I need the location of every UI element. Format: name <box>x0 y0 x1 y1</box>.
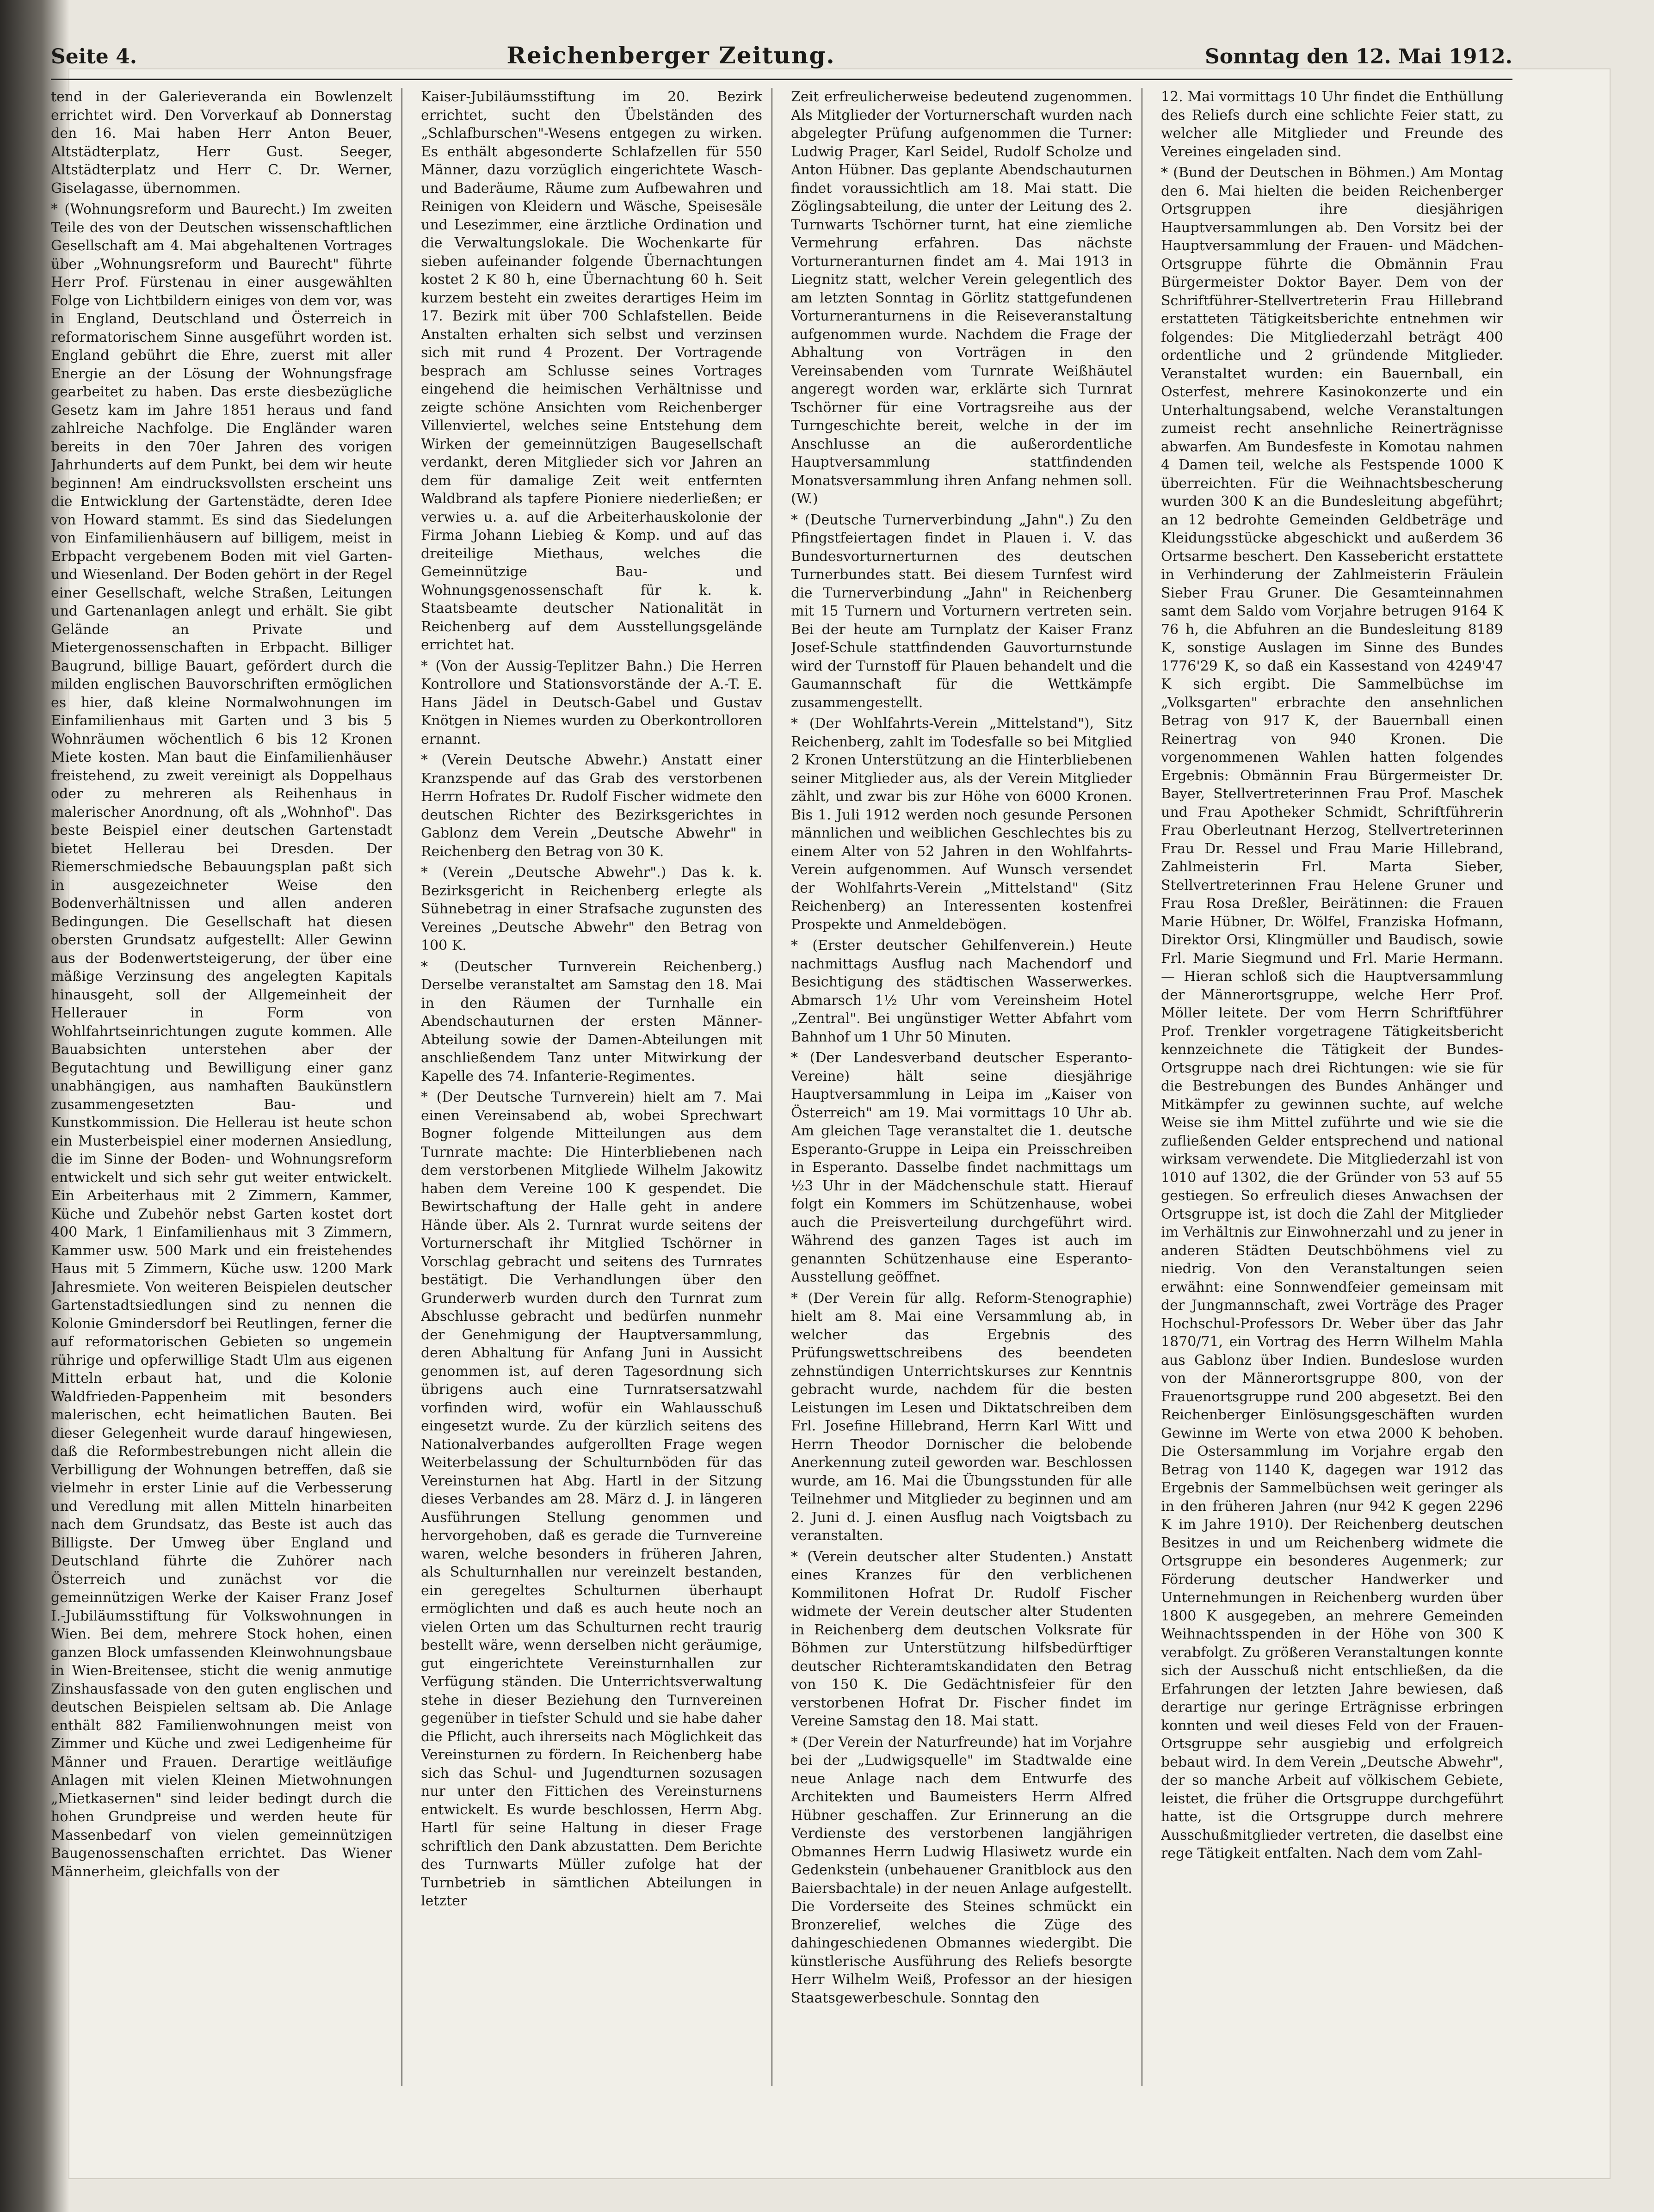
column-3 <box>791 88 1142 2086</box>
article-paragraph: * (Der Landesverband deutscher Esperanto-Vereine) hält seine diesjährige Hauptversammlung in Leipa im „Kaiser von Österreich" am 19. Mai vormittags 10 Uhr ab. Am gleichen Tage veranstaltet die 1. deutsche Esperanto-Gruppe in Leipa ein Preisschreiben in Esperanto. Dasselbe findet nachmittags um ½3 Uhr in der Mädchenschule statt. Hierauf folgt ein Kommers im Schützenhause, wobei auch die Preisverteilung durchgeführt wird. Während des ganzen Tages ist auch im genannten Schützenhause eine Esperanto-Ausstellung geöffnet. <box>791 1050 1132 1285</box>
article-paragraph: * (Der Wohlfahrts-Verein „Mittelstand"), Sitz Reichenberg, zahlt im Todesfalle so bei Mitglied 2 Kronen Unterstützung an die Hinterbliebenen seiner Mitglieder aus, als der Verein Mitglieder zählt, und zwar bis zur Höhe von 6000 Kronen. Bis 1. Juli 1912 werden noch gesunde Personen männlichen und weiblichen Geschlechtes bis zu einem Alter von 52 Jahren in den Wohlfahrts-Verein aufgenommen. Auf Wunsch versendet der Wohlfahrts-Verein „Mittelstand" (Sitz Reichenberg) an Interessenten kostenfrei Prospekte und Anmeldebögen. <box>791 715 1132 933</box>
newspaper-title: Reichenberger Zeitung. <box>506 42 835 69</box>
article-paragraph: Zeit erfreulicherweise bedeutend zugenommen. Als Mitglieder der Vorturnerschaft wurden nach abgelegter Prüfung aufgenommen die Turner: Ludwig Prager, Karl Seidel, Rudolf Scholze und Anton Hübner. Das geplante Abendschauturnen findet voraussichtlich am 18. Mai statt. Die Zöglingsabteilung, die unter der Leitung des 2. Turnwarts Tschörner turnt, hat eine ziemliche Vermehrung erfahren. Das nächste Vorturneranturnen findet am 4. Mai 1913 in Liegnitz statt, welcher Verein gelegentlich des am letzten Sonntag in Görlitz stattgefundenen Vorturneranturnens in die Reiseveranstaltung aufgenommen wurde. Nachdem die Frage der Abhaltung von Vorträgen in den Vereinsabenden vom Turnrate Weißhäutel angeregt worden war, erklärte sich Turnrat Tschörner für eine Vortragsreihe aus der Turngeschichte bereit, welche in der im Anschlusse an die außerordentliche Hauptversammlung stattfindenden Monatsversammlung ihren Anfang nehmen soll. (W.) <box>791 89 1132 507</box>
column-2 <box>421 88 772 2086</box>
article-paragraph: * (Verein deutscher alter Studenten.) Anstatt eines Kranzes für den verblichenen Kommilitonen Hofrat Dr. Rudolf Fischer widmete der Verein deutscher alter Studenten in Reichenberg dem deutschen Volksrate für Böhmen zur Unterstützung hilfsbedürftiger deutscher Richteramtskandidaten den Betrag von 150 K. Die Gedächtnisfeier für den verstorbenen Hofrat Dr. Fischer findet im Vereine Samstag den 18. Mai statt. <box>791 1548 1132 1729</box>
article-paragraph: * (Bund der Deutschen in Böhmen.) Am Montag den 6. Mai hielten die beiden Reichenberger Ortsgruppen ihre diesjährigen Hauptversammlungen ab. Den Vorsitz bei der Hauptversammlung der Frauen- und Mädchen-Ortsgruppe führte die Obmännin Frau Bürgermeister Doktor Bayer. Dem von der Schriftführer-Stellvertreterin Frau Hillebrand erstatteten Tätigkeitsberichte entnehmen wir folgendes: Die Mitgliederzahl beträgt 400 ordentliche und 2 gründende Mitglieder. Veranstaltet wurden: ein Bauernball, ein Osterfest, mehrere Kasinokonzerte und ein Unterhaltungsabend, welche Veranstaltungen zumeist recht ansehnliche Reinerträgnisse abwarfen. Am Bundesfeste in Komotau nahmen 4 Damen teil, welche als Festspende 1000 K überreichten. Für die Weihnachtsbescherung wurden 300 K an die Bundesleitung abgeführt; an 12 bedrohte Gemeinden Geldbeträge und Kleidungsstücke abgeschickt und außerdem 36 Ortsarme beschert. Den Kassebericht erstattete in Verhinderung der Zahlmeisterin Fräulein Sieber Frau Gruner. Die Gesamteinnahmen samt dem Saldo vom Vorjahre betrugen 9164 K 76 h, die Abfuhren an die Bundesleitung 8189 K, sonstige Auslagen im Sinne des Bundes 1776'29 K, so daß ein Kassestand von 4249'47 K sich ergibt. Die Sammelbüchse im „Volksgarten" erbrachte den ansehnlichen Betrag von 917 K, der Bauernball einen Reinertrag von 940 Kronen. Die vorgenommenen Wahlen hatten folgendes Ergebnis: Obmännin Frau Bürgermeister Dr. Bayer, Stellvertreterinnen Frau Prof. Maschek und Frau Apotheker Schmidt, Schriftführerin Frau Oberleutnant Herzog, Stellvertreterinnen Frau Dr. Ressel und Frau Marie Hillebrand, Zahlmeisterin Frl. Marta Sieber, Stellvertreterinnen Frau Helene Gruner und Frau Rosa Dreßler, Beirätinnen: die Frauen Marie Hübner, Dr. Wölfel, Franziska Hofmann, Direktor Orsi, Klingmüller und Baudisch, sowie Frl. Marie Siegmund und Frl. Marie Hermann. — Hieran schloß sich die Hauptversammlung der Männerortsgruppe, welche Herr Prof. Möller leitete. Der vom Herrn Schriftführer Prof. Trenkler vorgetragene Tätigkeitsbericht kennzeichnete die Tätigkeit der Bundes-Ortsgruppe nach drei Richtungen: wie sie für die Bestrebungen des Bundes Anhänger und Mitkämpfer zu gewinnen suchte, auf welche Weise sie ihm Mittel zuführte und wie sie die zufließenden Gelder entsprechend und national wirksam verwendete. Die Mitgliederzahl ist von 1010 auf 1302, die der Gründer von 53 auf 55 gestiegen. So erfreulich dieses Anwachsen der Ortsgruppe ist, ist doch die Zahl der Mitglieder im Verhältnis zur Einwohnerzahl und zu jener in anderen Städten Deutschböhmens viel zu niedrig. Von den Veranstaltungen seien erwähnt: eine Sonnwendfeier gemeinsam mit der Jungmannschaft, zwei Vorträge des Prager Hochschul-Professors Dr. Weber über das Jahr 1870/71, ein Vortrag des Herrn Wilhelm Mahla aus Gablonz über Indien. Bundeslose wurden von der Männerortsgruppe 800, von der Frauenortsgruppe rund 200 abgesetzt. Bei den Reichenberger Einlösungsgeschäften wurden Gewinne im Werte von etwa 2000 K behoben. Die Ostersammlung im Vorjahre ergab den Betrag von 1140 K, dagegen war 1912 das Ergebnis der Sammelbüchsen weit geringer als in den früheren Jahren (nur 942 K gegen 2296 K im Jahre 1910). Der Reichenberg deutschen Besitzes in und um Reichenberg widmete die Ortsgruppe ein besonderes Augenmerk; zur Förderung deutscher Handwerker und Unternehmungen in Reichenberg wurden über 1800 K ausgegeben, an mehrere Gemeinden Weihnachtsspenden in der Höhe von 300 K verabfolgt. Zu größeren Veranstaltungen konnte sich der Ausschuß nicht entschließen, da die Erfahrungen der letzten Jahre bewiesen, daß derartige nur geringe Erträgnisse erbringen konnten und weil dieses Feld von der Frauen-Ortsgruppe sehr ausgiebig und erfolgreich bebaut wird. In dem Verein „Deutsche Abwehr", der so manche Arbeit auf völkischem Gebiete, leistet, die früher die Ortsgruppe durchgeführt hatte, ist die Ortsgruppe durch mehrere Ausschußmitglieder vertreten, die daselbst eine rege Tätigkeit entfalten. Nach dem vom Zahl- <box>1161 165 1503 1861</box>
column-1 <box>51 88 402 2086</box>
article-paragraph: * (Erster deutscher Gehilfenverein.) Heute nachmittags Ausflug nach Machendorf und Besichtigung des städtischen Wasserwerkes. Abmarsch 1½ Uhr vom Vereinsheim Hotel „Zentral". Bei ungünstiger Wetter Abfahrt vom Bahnhof um 1 Uhr 50 Minuten. <box>791 937 1132 1045</box>
page-number: Seite 4. <box>51 45 137 68</box>
article-paragraph: * (Verein Deutsche Abwehr.) Anstatt einer Kranzspende auf das Grab des verstorbenen Herrn Hofrates Dr. Rudolf Fischer widmete den deutschen Richter des Bezirksgerichtes in Gablonz dem Verein „Deutsche Abwehr" in Reichenberg den Betrag von 30 K. <box>421 752 762 860</box>
article-paragraph: tend in der Galerieveranda ein Bowlenzelt errichtet wird. Den Vorverkauf ab Donnerstag den 16. Mai haben Herr Anton Beuer, Altstädterplatz, Herr Gust. Seeger, Altstädterplatz und Herr C. Dr. Werner, Giselagasse, übernommen. <box>51 89 392 197</box>
article-paragraph: * (Der Verein für allg. Reform-Stenographie) hielt am 8. Mai eine Versammlung ab, in welcher das Ergebnis des Prüfungswettschreibens des beendeten zehnstündigen Unterrichtskurses zur Kenntnis gebracht wurde, nachdem für die besten Leistungen im Lesen und Diktatschreiben dem Frl. Josefine Hillebrand, Herrn Karl Witt und Herrn Theodor Dornischer die belobende Anerkennung zuteil geworden war. Beschlossen wurde, am 16. Mai die Übungsstunden für alle Teilnehmer und Mitglieder zu beginnen und am 2. Juni d. J. einen Ausflug nach Voigtsbach zu veranstalten. <box>791 1290 1132 1544</box>
page-masthead <box>51 42 1512 80</box>
article-paragraph: * (Von der Aussig-Teplitzer Bahn.) Die Herren Kontrollore und Stationsvorstände der A.-T. E. Hans Jädel in Deutsch-Gabel und Gustav Knötgen in Niemes wurden zu Oberkontrolloren ernannt. <box>421 658 762 747</box>
article-paragraph: * (Der Verein der Naturfreunde) hat im Vorjahre bei der „Ludwigsquelle" im Stadtwalde eine neue Anlage nach dem Entwurfe des Architekten und Baumeisters Herrn Alfred Hübner geschaffen. Zur Erinnerung an die Verdienste des verstorbenen langjährigen Obmannes Herrn Ludwig Hlasiwetz wurde ein Gedenkstein (unbehauener Granitblock aus den Baiersbachtale) in der neuen Anlage aufgestellt. Die Vorderseite des Steines schmückt ein Bronzerelief, welches die Züge des dahingeschiedenen Obmannes wiedergibt. Die künstlerische Ausführung des Reliefs besorgte Herr Wilhelm Weiß, Professor an der hiesigen Staatsgewerbeschule. Sonntag den <box>791 1734 1132 2006</box>
article-paragraph: * (Der Deutsche Turnverein) hielt am 7. Mai einen Vereinsabend ab, wobei Sprechwart Bogner folgende Mitteilungen aus dem Turnrate machte: Die Hinterbliebenen nach dem verstorbenen Mitgliede Wilhelm Jakowitz haben dem Vereine 100 K gespendet. Die Bewirtschaftung der Halle geht in andere Hände über. Als 2. Turnrat wurde seitens der Vorturnerschaft ihr Mitglied Tschörner in Vorschlag gebracht und seitens des Turnrates bestätigt. Die Verhandlungen über den Grunderwerb wurden durch den Turnrat zum Abschlusse gebracht und bedürfen nunmehr der Genehmigung der Hauptversammlung, deren Abhaltung für Anfang Juni in Aussicht genommen ist, auf deren Tagesordnung sich übrigens auch eine Turnratsersatzwahl vorfinden wird, wofür ein Wahlausschuß eingesetzt wurde. Zu der kürzlich seitens des Nationalverbandes aufgerollten Frage wegen Weiterbelassung der Schulturnböden für das Vereinsturnen hat Abg. Hartl in der Sitzung dieses Verbandes am 28. März d. J. in längeren Ausführungen Stellung genommen und hervorgehoben, daß es gerade die Turnvereine waren, welche besonders in früheren Jahren, als Schulturnhallen nur vereinzelt bestanden, ein geregeltes Schulturnen überhaupt ermöglichten und daß es auch heute noch an vielen Orten um das Schulturnen recht traurig bestellt wäre, wenn derselben nicht geräumige, gut eingerichtete Vereinsturnhallen zur Verfügung ständen. Die Unterrichtsverwaltung stehe in dieser Beziehung den Turnvereinen gegenüber in tiefster Schuld und sie habe daher die Pflicht, auch ihrerseits nach Möglichkeit das Vereinsturnen zu fördern. In Reichenberg habe sich das Schul- und Jugendturnen sozusagen nur unter den Fittichen des Vereinsturnens entwickelt. Es wurde beschlossen, Herrn Abg. Hartl für seine Haltung in dieser Frage schriftlich den Dank abzustatten. Dem Berichte des Turnwarts Müller zufolge hat der Turnbetrieb in sämtlichen Abteilungen in letzter <box>421 1089 762 1909</box>
article-paragraph: * (Wohnungsreform und Baurecht.) Im zweiten Teile des von der Deutschen wissenschaftlichen Gesellschaft am 4. Mai abgehaltenen Vortrages über „Wohnungsreform und Baurecht" führte Herr Prof. Fürstenau in einer ausgewählten Folge von Lichtbildern einiges von dem vor, was in England, Deutschland und Österreich in reformatorischem Sinne ausgeführt worden ist. England gebührt die Ehre, zuerst mit aller Energie an der Lösung der Wohnungsfrage gearbeitet zu haben. Das erste diesbezügliche Gesetz kam im Jahre 1851 heraus und fand zahlreiche Nachfolge. Die Engländer waren bereits in den 70er Jahren des vorigen Jahrhunderts auf dem Punkt, bei dem wir heute beginnen! Am eindrucksvollsten erscheint uns die Entwicklung der Gartenstädte, deren Idee von Howard stammt. Es sind das Siedelungen von Einfamilienhäusern auf billigem, meist in Erbpacht vergebenem Boden mit viel Garten- und Wiesenland. Der Boden gehört in der Regel einer Gesellschaft, welche Straßen, Leitungen und Gartenanlagen anlegt und erhält. Sie gibt Gelände an Private und Mietergenossenschaften in Erbpacht. Billiger Baugrund, billige Bauart, gefördert durch die milden englischen Bauvorschriften ermöglichen es hier, daß kleine Normalwohnungen im Einfamilienhaus mit Garten und 3 bis 5 Wohnräumen wöchentlich 6 bis 12 Kronen Miete kosten. Man baut die Einfamilienhäuser freistehend, zu zweit vereinigt als Doppelhaus oder zu mehreren als Reihenhaus in malerischer Anordnung, oft als „Wohnhof". Das beste Beispiel einer deutschen Gartenstadt bietet Hellerau bei Dresden. Der Riemerschmiedsche Bebauungsplan paßt sich in ausgezeichneter Weise den Bodenverhältnissen und allen anderen Bedingungen. Die Gesellschaft hat diesen obersten Grundsatz aufgestellt: Aller Gewinn aus der Bodenwertsteigerung, der über eine mäßige Verzinsung des angelegten Kapitals hinausgeht, soll der Allgemeinheit der Hellerauer in Form von Wohlfahrtseinrichtungen zugute kommen. Alle Bauabsichten unterstehen aber der Begutachtung und Bewilligung einer ganz unabhängigen, aus namhaften Baukünstlern zusammengesetzten Bau- und Kunstkommission. Die Hellerau ist heute schon ein Musterbeispiel einer modernen Ansiedlung, die im Sinne der Boden- und Wohnungsreform entwickelt und sich sehr gut weiter entwickelt. Ein Arbeiterhaus mit 2 Zimmern, Kammer, Küche und Zubehör nebst Garten kostet dort 400 Mark, 1 Einfamilienhaus mit 3 Zimmern, Kammer usw. 500 Mark und ein freistehendes Haus mit 5 Zimmern, Küche usw. 1200 Mark Jahresmiete. Von weiteren Beispielen deutscher Gartenstadtsiedlungen sind zu nennen die Kolonie Gmindersdorf bei Reutlingen, ferner die auf reformatorischen Gebieten so ungemein rührige und opferwillige Stadt Ulm aus eigenen Mitteln erbaut hat, und die Kolonie Waldfrieden-Pappenheim mit besonders malerischen, echt heimatlichen Bauten. Bei dieser Gelegenheit wurde darauf hingewiesen, daß die Reformbestrebungen nicht allein die Verbilligung der Wohnungen betreffen, daß sie vielmehr in erster Linie auf die Verbesserung und Veredlung mit allen Mitteln hinarbeiten nach dem Grundsatz, das Beste ist auch das Billigste. Der Umweg über England und Deutschland führte die Zuhörer nach Österreich und zunächst vor die gemeinnützigen Werke der Kaiser Franz Josef I.-Jubiläumsstiftung für Volkswohnungen in Wien. Bei dem, mehrere Stock hohen, einen ganzen Block umfassenden Kleinwohnungsbaue in Wien-Breitensee, sticht die wenig anmutige Zinshausfassade von den guten englischen und deutschen Beispielen seltsam ab. Die Anlage enthält 882 Familienwohnungen meist von Zimmer und Küche und zwei Ledigenheime für Männer und Frauen. Derartige weitläufige Anlagen mit vielen Kleinen Mietwohnungen „Mietkasernen" sind leider bedingt durch die hohen Grundpreise und werden heute für Massenbedarf von vielen gemeinnützigen Baugenossenschaften errichtet. Das Wiener Männerheim, gleichfalls von der <box>51 201 392 1880</box>
article-paragraph: * (Deutscher Turnverein Reichenberg.) Derselbe veranstaltet am Samstag den 18. Mai in den Räumen der Turnhalle ein Abendschauturnen der ersten Männer-Abteilung sowie der Damen-Abteilungen mit anschließendem Tanz unter Mitwirkung der Kapelle des 74. Infanterie-Regimentes. <box>421 958 762 1084</box>
article-paragraph: 12. Mai vormittags 10 Uhr findet die Enthüllung des Reliefs durch eine schlichte Feier statt, zu welcher alle Mitglieder und Freunde des Vereines eingeladen sind. <box>1161 89 1503 160</box>
article-paragraph: Kaiser-Jubiläumsstiftung im 20. Bezirk errichtet, sucht den Übelständen des „Schlafburschen"-Wesens entgegen zu wirken. Es enthält abgesonderte Schlafzellen für 550 Männer, dazu vorzüglich eingerichtete Wasch- und Baderäume, Räume zum Aufbewahren und Reinigen von Kleidern und Wäsche, Speisesäle und Lesezimmer, eine ärztliche Ordination und die Verwaltungslokale. Die Wochenkarte für sieben aufeinander folgende Übernachtungen kostet 2 K 80 h, eine Übernachtung 60 h. Seit kurzem besteht ein zweites derartiges Heim im 17. Bezirk mit über 700 Schlafstellen. Beide Anstalten erhalten sich selbst und verzinsen sich mit rund 4 Prozent. Der Vortragende besprach am Schlusse seines Vortrages eingehend die heimischen Verhältnisse und zeigte schöne Ansichten vom Reichenberger Villenviertel, welches seine Entstehung dem Wirken der gemeinnützigen Baugesellschaft verdankt, deren Mitglieder sich vor Jahren an dem für damalige Zeit weit entfernten Waldbrand als tapfere Pioniere niederließen; er verwies u. a. auf die Arbeiterhauskolonie der Firma Johann Liebieg & Komp. und auf das dreiteilige Miethaus, welches die Gemeinnützige Bau- und Wohnungsgenossenschaft für k. k. Staatsbeamte deutscher Nationalität in Reichenberg auf dem Ausstellungsgelände errichtet hat. <box>421 89 762 653</box>
issue-date: Sonntag den 12. Mai 1912. <box>1205 45 1512 68</box>
article-paragraph: * (Verein „Deutsche Abwehr".) Das k. k. Bezirksgericht in Reichenberg erlegte als Sühnebetrag in einer Strafsache zugunsten des Vereines „Deutsche Abwehr" den Betrag von 100 K. <box>421 864 762 954</box>
column-4 <box>1161 88 1512 2086</box>
article-columns <box>51 88 1512 2086</box>
article-paragraph: * (Deutsche Turnerverbindung „Jahn".) Zu den Pfingstfeiertagen findet in Plauen i. V. das Bundesvorturnerturnen des deutschen Turnerbundes statt. Bei diesem Turnfest wird die Turnerverbindung „Jahn" in Reichenberg mit 15 Turnern und Vorturnern vertreten sein. Bei der heute am Turnplatz der Kaiser Franz Josef-Schule stattfindenden Gauvorturnstunde wird der Turnstoff für Plauen behandelt und die Gaumannschaft für die Wettkämpfe zusammengestellt. <box>791 511 1132 711</box>
